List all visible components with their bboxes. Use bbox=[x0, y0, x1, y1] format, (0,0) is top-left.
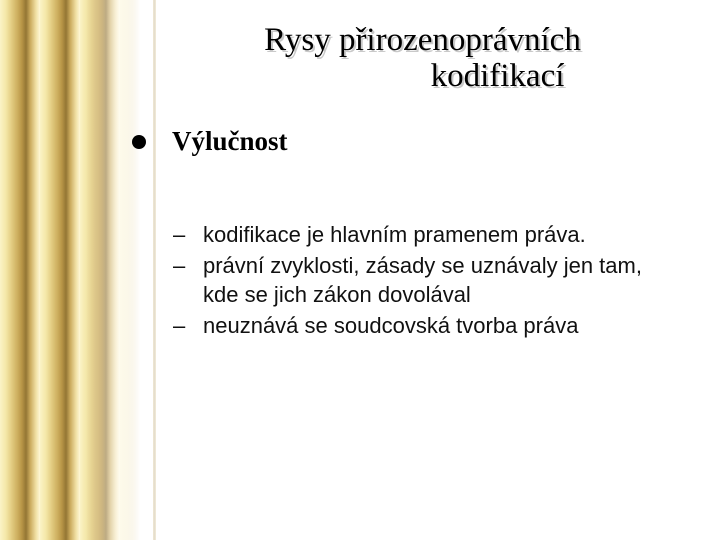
list-item bbox=[173, 251, 693, 309]
decorative-border bbox=[0, 0, 140, 540]
dash-icon: – bbox=[173, 313, 186, 338]
bullet-icon bbox=[132, 135, 146, 149]
list-item-text: kodifikace je hlavním pramenem práva. bbox=[203, 222, 586, 247]
title-line-2: kodifikací bbox=[430, 58, 565, 94]
list-item-text: neuznává se soudcovská tvorba práva bbox=[203, 313, 579, 338]
title-line-1: Rysy přirozenoprávních bbox=[264, 22, 581, 58]
sub-bullet-list bbox=[173, 220, 693, 342]
slide-title bbox=[150, 22, 695, 94]
dash-icon: – bbox=[173, 222, 186, 247]
list-item-text: právní zvyklosti, zásady se uznávaly jen tam, kde se jich zákon dovolával bbox=[203, 253, 642, 307]
list-item bbox=[173, 220, 693, 249]
list-item bbox=[173, 311, 693, 340]
main-bullet-item bbox=[132, 126, 288, 157]
dash-icon: – bbox=[173, 253, 186, 278]
main-bullet-text: Výlučnost bbox=[172, 126, 288, 156]
